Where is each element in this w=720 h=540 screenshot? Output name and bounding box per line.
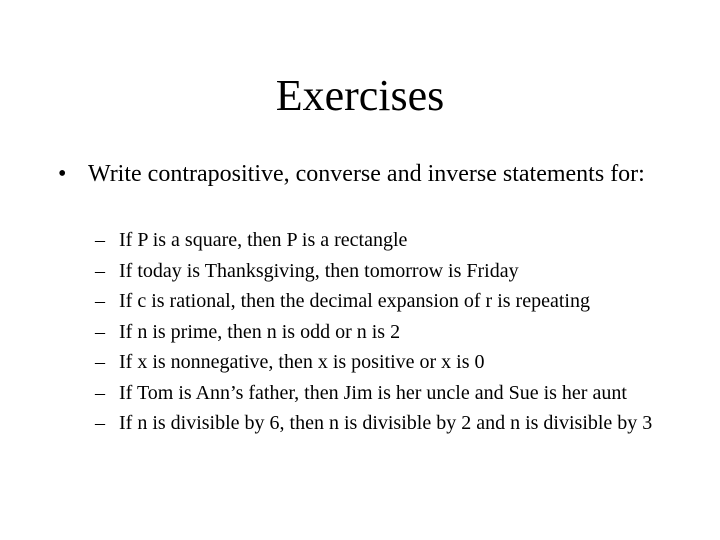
- sub-bullet-text: If today is Thanksgiving, then tomorrow is Friday: [119, 259, 519, 282]
- bullet-text: Write contrapositive, converse and inverse statements for:: [88, 161, 645, 187]
- sub-bullet-text: If n is divisible by 6, then n is divisible by 2 and n is divisible by 3: [119, 412, 653, 434]
- sub-bullet-text: If x is nonnegative, then x is positive or x is 0: [119, 351, 485, 373]
- main-bullet: [58, 160, 678, 189]
- slide-title: Exercises: [275, 71, 445, 120]
- sub-bullet-item: [95, 289, 665, 313]
- dash-marker: –: [95, 259, 105, 282]
- sub-bullet-text: If Tom is Ann’s father, then Jim is her uncle and Sue is her aunt: [119, 381, 627, 404]
- sub-bullet-item: [95, 411, 665, 435]
- sub-bullet-text: If P is a square, then P is a rectangle: [119, 229, 408, 251]
- dash-marker: –: [95, 381, 105, 404]
- dash-marker: –: [95, 229, 105, 251]
- sub-bullet-item: [95, 320, 665, 344]
- sub-bullet-text: If c is rational, then the decimal expansion of r is repeating: [119, 290, 590, 312]
- bullet-marker: •: [58, 161, 67, 187]
- sub-bullet-item: [95, 350, 665, 374]
- sub-bullet-item: [95, 228, 665, 252]
- sub-bullet-list: [95, 228, 665, 442]
- dash-marker: –: [95, 320, 105, 343]
- sub-bullet-item: [95, 381, 665, 405]
- dash-marker: –: [95, 412, 105, 434]
- sub-bullet-item: [95, 259, 665, 283]
- dash-marker: –: [95, 351, 105, 373]
- sub-bullet-text: If n is prime, then n is odd or n is 2: [119, 320, 401, 343]
- dash-marker: –: [95, 290, 105, 312]
